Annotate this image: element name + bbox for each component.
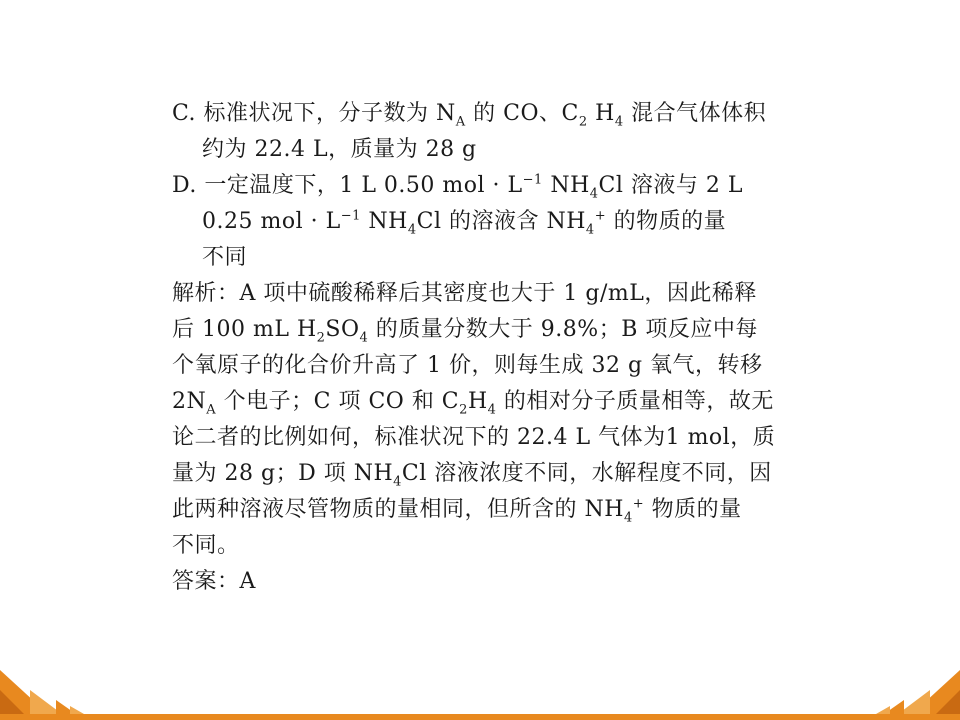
right-triangle-4: [884, 700, 904, 714]
left-triangle-2: [0, 690, 24, 714]
option-c-line-1: C. 标准状况下，分子数为 $N_A$ 的 CO、$C_2$ $H_4$ 混合气体体积: [172, 101, 767, 130]
answer-label: 答案: [172, 569, 218, 594]
analysis-line-6: 量为 28 g；D 项 $NH_4Cl$ 溶液浓度不同，水解程度不同，因: [172, 461, 772, 490]
analysis-line-2: 后 100 mL $H_2SO_4$ 的质量分数大于 9.8%；B 项反应中每: [172, 317, 758, 346]
right-triangle-5: [876, 706, 890, 714]
analysis-line-1: 解析：A 项中硫酸稀释后其密度也大于 1 g/mL，因此稀释: [172, 281, 757, 306]
left-triangle-5: [70, 706, 84, 714]
analysis-line-3: 个氧原子的化合价升高了 1 价，则每生成 32 g 氧气，转移: [172, 353, 763, 378]
option-c-line-2: 约为 22.4 L，质量为 28 g: [202, 137, 477, 162]
slide-content: [172, 96, 794, 600]
answer-line: [172, 564, 794, 600]
left-triangle-1: [0, 670, 48, 714]
analysis-line-7: 此两种溶液尽管物质的量相同，但所含的 $NH_4^+$ 物质的量: [172, 496, 742, 526]
right-triangle-1: [912, 670, 960, 714]
right-triangle-2: [936, 690, 960, 714]
option-d-line-3: 不同: [202, 245, 248, 270]
right-triangle-3: [898, 690, 930, 714]
option-d-line-2: 0.25 mol · $L^{-1}$ $NH_4Cl$ 的溶液含 $NH_4^+$ 的物质的量: [202, 208, 727, 238]
bottom-bar: [0, 714, 960, 720]
answer-value: ：A: [217, 569, 256, 594]
analysis-line-5: 论二者的比例如何，标准状况下的 22.4 L 气体为1 mol，质: [172, 425, 776, 450]
left-triangle-3: [30, 690, 62, 714]
analysis-line-8: 不同。: [172, 533, 240, 558]
option-d-line-1: D. 一定温度下，1 L 0.50 mol · $L^{-1}$ $NH_4Cl$ 溶液与 2 L: [172, 172, 744, 202]
analysis-line-4: $2N_A$ 个电子；C 项 CO 和 $C_2H_4$ 的相对分子质量相等，故无: [172, 389, 774, 418]
analysis-label: 解析: [172, 281, 218, 306]
left-triangle-4: [56, 700, 76, 714]
